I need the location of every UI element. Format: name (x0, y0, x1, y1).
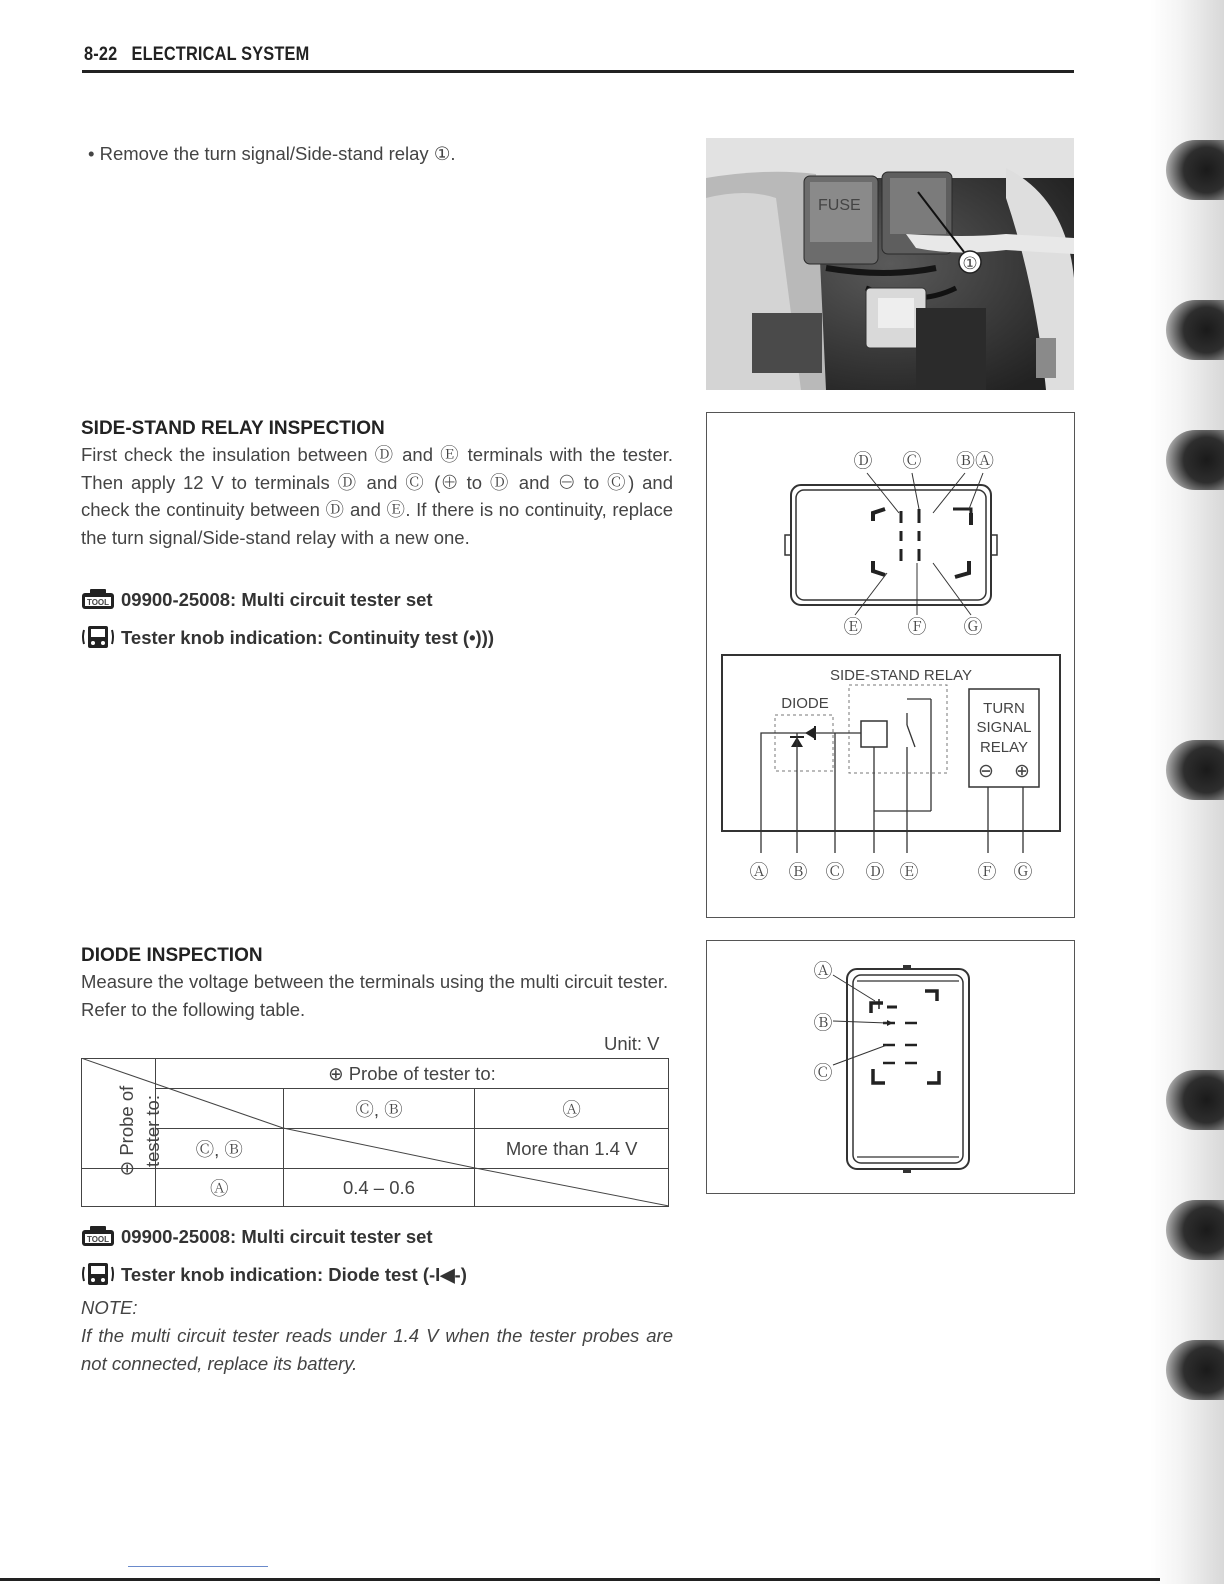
tool-icon (81, 588, 115, 610)
schematic-terminal-a: Ⓐ (749, 862, 769, 883)
terminal-label-c: Ⓒ (902, 451, 922, 472)
turn-signal-label-3: RELAY (979, 739, 1029, 756)
tester-knob-icon (81, 624, 115, 650)
terminal-label-g: Ⓖ (963, 617, 983, 638)
intro-bullet: • Remove the turn signal/Side-stand relay ①. (88, 143, 456, 164)
photo-callout: ① (962, 254, 978, 273)
terminal-label-ba: ⒷⒶ (955, 451, 995, 472)
col-header-cb: Ⓒ, Ⓑ (283, 1089, 475, 1129)
connector-diagram-frame (706, 940, 1075, 1194)
binder-tab (1166, 740, 1224, 800)
cell-a-cb: 0.4 – 0.6 (283, 1169, 475, 1207)
minus-terminal: ⊖ (978, 761, 994, 782)
binder-tab (1166, 430, 1224, 490)
terminal-label-e: Ⓔ (843, 617, 863, 638)
diode-heading: DIODE INSPECTION (81, 945, 263, 966)
schematic-terminal-b: Ⓑ (788, 862, 808, 883)
svg-text:TOOL: TOOL (86, 1235, 110, 1244)
tester-knob-icon (81, 1261, 115, 1287)
schematic-terminal-g: Ⓖ (1013, 862, 1033, 883)
connector-label-a: Ⓐ (813, 961, 833, 982)
minus-probe-header-2: tester to: (142, 1095, 163, 1167)
col-header-a: Ⓐ (475, 1089, 669, 1129)
binder-tab (1166, 1340, 1224, 1400)
tool-icon (81, 1225, 115, 1247)
binder-tab (1166, 1070, 1224, 1130)
unit-label: Unit: V (604, 1033, 660, 1054)
diode-tool-line: TOOL 09900-25008: Multi circuit tester set (81, 1225, 433, 1248)
schematic-title: SIDE-STAND RELAY (830, 667, 972, 684)
schematic-terminal-d: Ⓓ (865, 862, 885, 883)
terminal-label-f: Ⓕ (907, 617, 927, 638)
schematic-terminal-e: Ⓔ (899, 862, 919, 883)
note-label: NOTE: (81, 1297, 138, 1318)
schematic-terminal-c: Ⓒ (825, 862, 845, 883)
plus-probe-header: ⊕ Probe of tester to: (155, 1059, 668, 1089)
minus-probe-header-1: ⊖ Probe of (116, 1085, 137, 1177)
bottom-edge-rule (0, 1578, 1160, 1581)
terminal-label-d: Ⓓ (853, 451, 873, 472)
svg-text:TOOL: TOOL (86, 598, 110, 607)
side-stand-tool-line: TOOL 09900-25008: Multi circuit tester set (81, 588, 433, 611)
fuse-label: FUSE (818, 197, 861, 214)
side-stand-knob-line: Tester knob indication: Continuity test (•))) (81, 624, 494, 650)
schematic-terminal-f: Ⓕ (977, 862, 997, 883)
turn-signal-label-1: TURN (983, 700, 1025, 717)
binder-tab (1166, 300, 1224, 360)
page-number: 8-22 (84, 44, 118, 65)
side-stand-paragraph: First check the insulation between Ⓓ and Ⓔ terminals with the tester. Then apply 12 V to terminals Ⓓ and Ⓒ (⊕ to Ⓓ and ⊖ to Ⓒ) and check the continuity between Ⓓ and Ⓔ. If there is no continuity, replace the turn signal/Side-stand relay with a new one. (81, 444, 673, 548)
page-header (84, 44, 309, 66)
relay-photo (706, 138, 1074, 390)
diode-knob-line: Tester knob indication: Diode test (-I◀-) (81, 1261, 467, 1287)
row-label-cb: Ⓒ, Ⓑ (155, 1129, 283, 1169)
binder-tab (1166, 140, 1224, 200)
diode-paragraph: Measure the voltage between the terminals using the multi circuit tester. Refer to the following table. (81, 971, 669, 1020)
bottom-mark (128, 1566, 268, 1567)
cell-cb-a: More than 1.4 V (475, 1129, 669, 1169)
section-title: ELECTRICAL SYSTEM (131, 44, 310, 65)
side-stand-heading: SIDE-STAND RELAY INSPECTION (81, 418, 385, 439)
note-text: If the multi circuit tester reads under 1.4 V when the tester probes are not connected, replace its battery. (81, 1325, 673, 1374)
relay-diagram-frame (706, 412, 1075, 918)
diode-label: DIODE (781, 695, 829, 712)
turn-signal-label-2: SIGNAL (976, 719, 1032, 736)
row-label-a: Ⓐ (155, 1169, 283, 1207)
connector-label-c: Ⓒ (813, 1063, 833, 1084)
connector-label-b: Ⓑ (813, 1013, 833, 1034)
header-rule (82, 70, 1074, 73)
binder-tab (1166, 1200, 1224, 1260)
table-diagonals (81, 1058, 669, 1208)
plus-terminal: ⊕ (1014, 761, 1030, 782)
